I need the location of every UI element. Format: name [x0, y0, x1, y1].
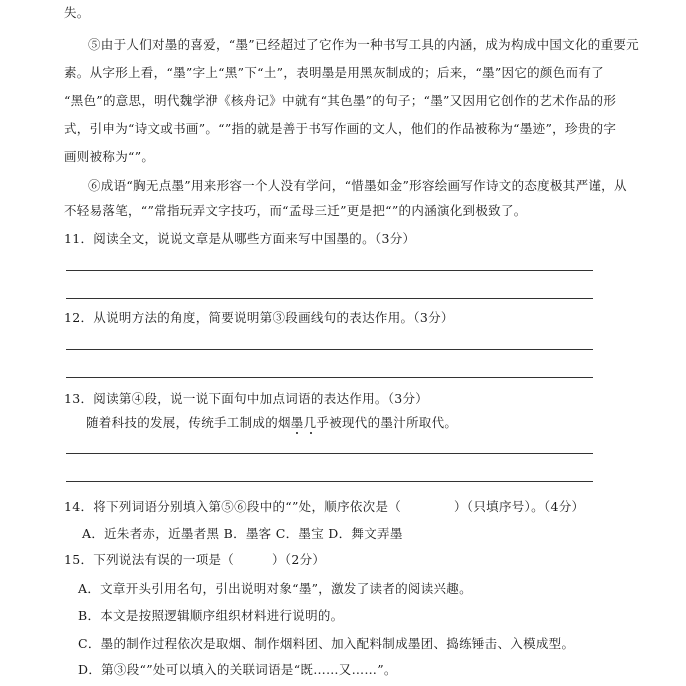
question-14-tail: ）（只填序号）。（4分） [454, 499, 585, 514]
question-15-option-b: B．本文是按照逻辑顺序组织材料进行说明的。 [78, 608, 344, 623]
passage-paragraph-6-line-2: 不轻易落笔，“”常指玩弄文字技巧，而“孟母三迁”更是把“”的内涵演化到极致了。 [64, 203, 527, 218]
question-15-option-c: C．墨的制作过程依次是取烟、制作烟料团、加入配料制成墨团、捣练锤击、入模成型。 [78, 636, 575, 651]
passage-paragraph-5-line-5: 画则被称为“”。 [64, 149, 155, 164]
answer-line-q11-1[interactable] [66, 270, 593, 271]
passage-paragraph-6-line-1: ⑥成语“胸无点墨”用来形容一个人没有学问，“惜墨如金”形容绘画写作诗文的态度极其严谨，从 [88, 178, 627, 193]
question-14-options: A．近朱者赤，近墨者黑 B．墨客 C．墨宝 D．舞文弄墨 [82, 526, 403, 541]
question-12: 12．从说明方法的角度，简要说明第③段画线句的表达作用。（3分） [64, 310, 454, 325]
question-15-option-d: D．第③段“”处可以填入的关联词语是“既……又……”。 [78, 662, 397, 677]
answer-line-q12-2[interactable] [66, 377, 593, 378]
answer-line-q11-2[interactable] [66, 298, 593, 299]
passage-paragraph-5-line-3: “黑色”的意思，明代魏学洢《核舟记》中就有“其色墨”的句子；“墨”又因用它创作的艺术作品的形 [64, 93, 617, 108]
passage-paragraph-4-tail: 失。 [64, 5, 90, 20]
emphasis-dot-1 [296, 432, 298, 434]
passage-paragraph-5-line-4: 式，引申为“诗文或书画”。“”指的就是善于书写作画的文人，他们的作品被称为“墨迹”，珍贵的字 [64, 121, 617, 136]
passage-paragraph-5-line-2: 素。从字形上看，“墨”字上“黑”下“土”，表明墨是用黑灰制成的；后来，“墨”因它的颜色而有了 [64, 65, 604, 80]
question-13-sentence: 随着科技的发展，传统手工制成的烟墨几乎被现代的墨汁所取代。 [86, 415, 458, 430]
emphasis-dot-2 [310, 432, 312, 434]
question-13: 13．阅读第④段，说一说下面句中加点词语的表达作用。（3分） [64, 391, 429, 406]
question-15-tail: ）（2分） [272, 552, 326, 567]
passage-paragraph-5-line-1: ⑤由于人们对墨的喜爱，“墨”已经超过了它作为一种书写工具的内涵，成为构成中国文化的重要元 [88, 37, 639, 52]
answer-line-q13-1[interactable] [66, 453, 593, 454]
answer-line-q13-2[interactable] [66, 481, 593, 482]
question-15-option-a: A．文章开头引用名句，引出说明对象“墨”，激发了读者的阅读兴趣。 [78, 581, 472, 596]
question-11: 11．阅读全文，说说文章是从哪些方面来写中国墨的。（3分） [64, 231, 416, 246]
answer-line-q12-1[interactable] [66, 349, 593, 350]
question-15: 15．下列说法有误的一项是（ [64, 552, 235, 567]
question-14: 14．将下列词语分别填入第⑤⑥段中的“”处，顺序依次是（ [64, 499, 402, 514]
